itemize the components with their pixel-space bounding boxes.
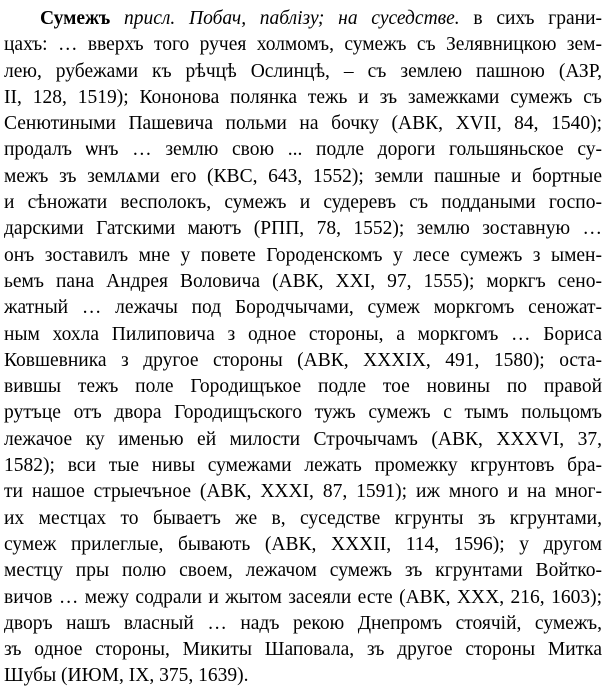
entry-line: 1582); вси тые нивы сумежами лежать промежку кгрунтовъ бра- <box>4 455 602 477</box>
entry-line: рутъце отъ двора Городищъского тужъ сумежъ с тымъ польцомъ <box>4 402 602 424</box>
entry-line: их местцах то бываетъ же в, суседстве кгрунты зъ кгрунтами, <box>4 507 602 529</box>
entry-line: зъ одное стороны, Микиты Шаповала, зъ другое стороны Митка <box>4 639 602 661</box>
entry-line: дарскими Гатскими маютъ (РПП, 78, 1552); землю зоставную … <box>4 218 602 240</box>
entry-line: продалъ ѡнъ … землю свою ... подле дороги гольшяньское су- <box>4 139 602 161</box>
entry-headword: Сумежъ <box>40 8 111 29</box>
entry-line: II, 128, 1519); Кононова полянка тежь и зъ замежками сумежъ съ <box>4 86 602 108</box>
entry-line: межъ зъ землѧми его (КВС, 643, 1552); земли пашные и бортные <box>4 165 602 187</box>
entry-line: Сенютиными Пашевича польми на бочку (АВК, XVII, 84, 1540); <box>4 113 602 135</box>
entry-line: Шубы (ИЮМ, IX, 375, 1639). <box>4 665 249 687</box>
entry-line: сумеж прилеглые, бывають (АВК, XXXII, 114, 1596); у другом <box>4 533 602 555</box>
entry-line: местцу пры полю своем, лежачом сумежъ зъ кгрунтами Войтко- <box>4 560 602 582</box>
entry-line: жатный … лежачы под Бородчычами, сумеж моркгомъ сеножат- <box>4 297 602 319</box>
entry-line: и сѣножати весполокъ, сумежъ и судеревъ съ поддаными госпо- <box>4 192 602 214</box>
entry-line: лежачое ку именью ей милости Строчычамъ (АВК, XXXVI, 37, <box>4 428 602 450</box>
entry-line: ти нашое стрыечъное (АВК, XXXI, 87, 1591); иж много и на мног- <box>4 481 602 503</box>
entry-line: ьемъ пана Андрея Воловича (АВК, XXI, 97, 1555); моркгъ сено- <box>4 270 602 292</box>
entry-line: вичов … межу содрали и жытом засеяли есте (АВК, XXX, 216, 1603); <box>4 586 602 608</box>
entry-line: ным хохла Пилиповича з одное стороны, а моркгомъ … Бориса <box>4 323 602 345</box>
entry-line <box>4 6 602 32</box>
entry-line: Ковшевника з другое стороны (АВК, XXXIX, 491, 1580); оста- <box>4 349 602 371</box>
entry-line: цахъ: … вверхъ того ручея холмомъ, сумежъ съ Зелявницкою зем- <box>4 34 602 56</box>
entry-line: вившы тежъ поле Городищъкое подле тое новины по правой <box>4 376 602 398</box>
dictionary-entry <box>4 6 602 690</box>
entry-line: онъ зоставилъ мне у повете Городенскомъ у лесе сумежъ з ымен- <box>4 244 602 266</box>
entry-line-text: в сихъ грани- <box>459 8 602 29</box>
entry-line: дворъ нашъ власный … надъ рекою Днепромъ стоячій, сумежъ, <box>4 612 602 634</box>
entry-line: лею, рубежами къ рѣчцѣ Ослинцѣ, – съ землею пашною (АЗР, <box>4 60 602 82</box>
entry-grammar: присл. Побач, паблізу; на суседстве. <box>124 8 460 29</box>
